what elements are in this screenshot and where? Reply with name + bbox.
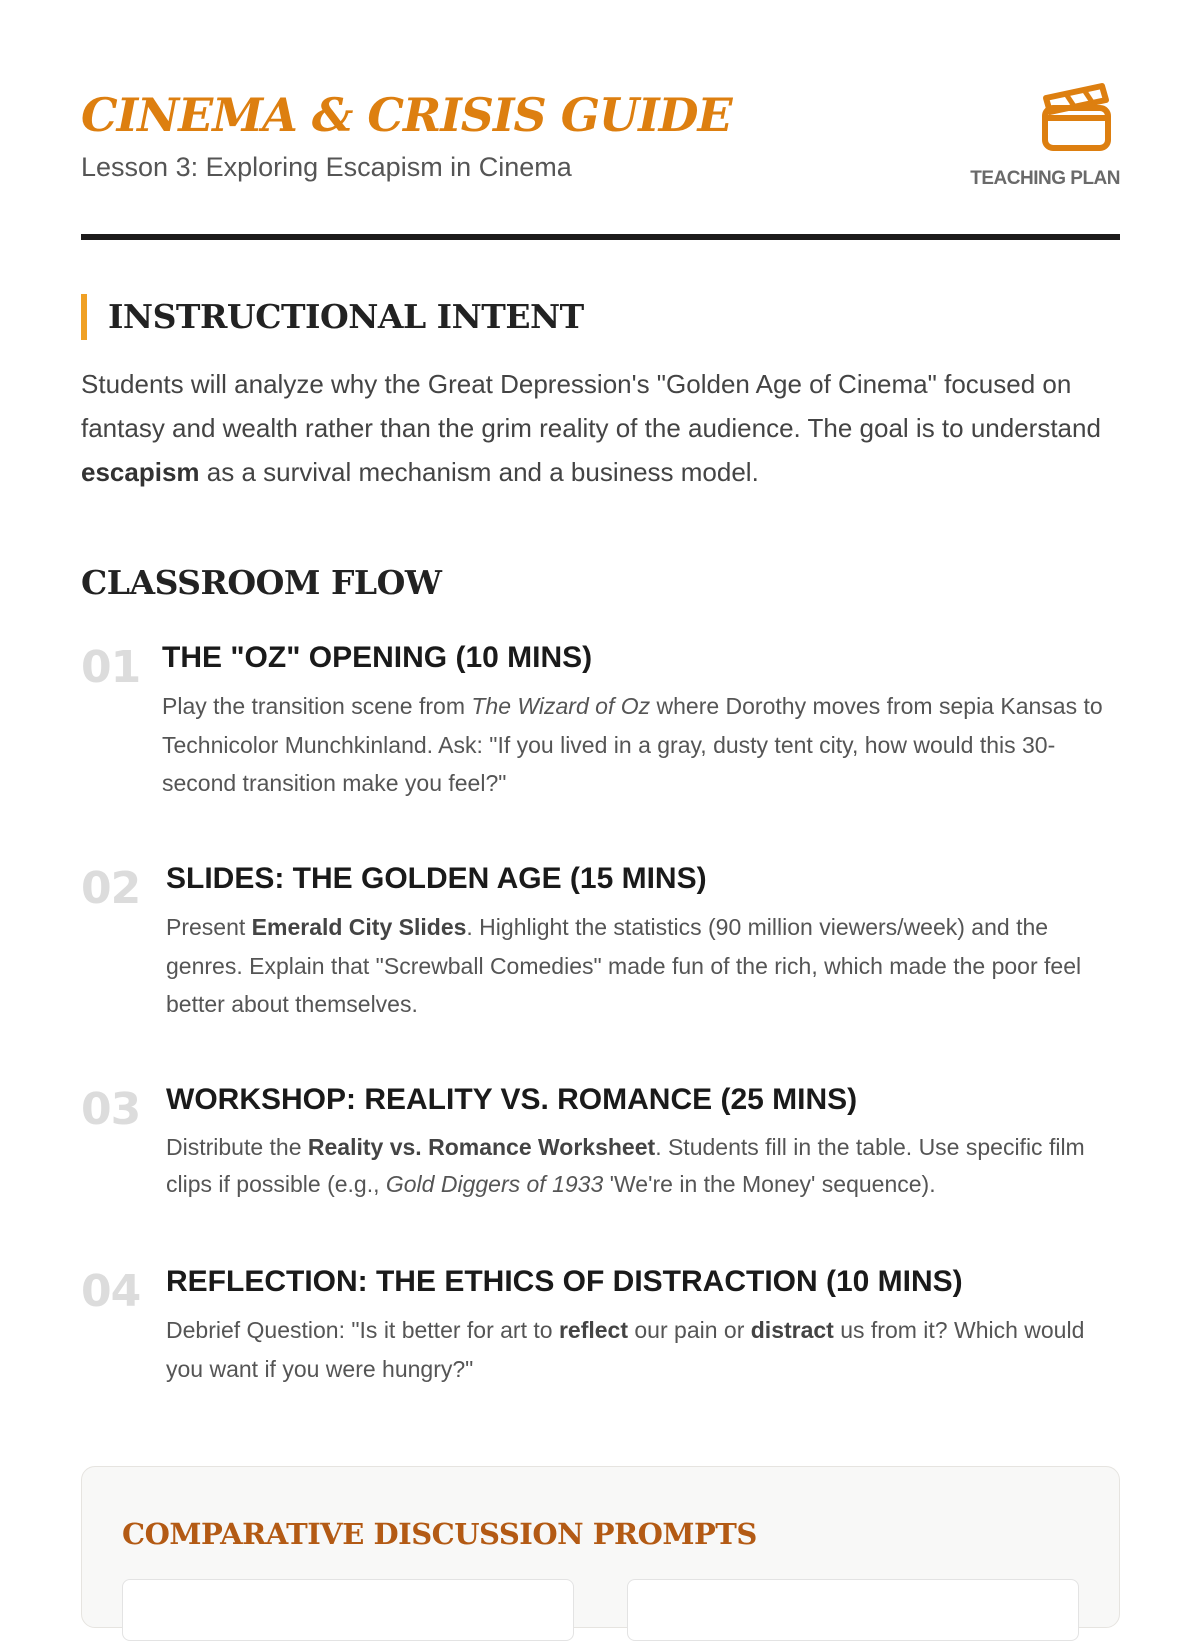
- step-description: [162, 687, 1120, 803]
- lesson-subtitle: Lesson 3: Exploring Escapism in Cinema: [81, 152, 572, 182]
- intent-title: INSTRUCTIONAL INTENT: [108, 297, 584, 336]
- text-segment: Distribute the: [166, 1134, 308, 1160]
- step-number: 03: [81, 1084, 141, 1135]
- clapperboard-icon: [1040, 82, 1114, 154]
- step-body: [166, 861, 1120, 1047]
- intent-heading: [81, 294, 1120, 340]
- text-segment: . Students fill in the table. Use specific film clips if possible (e.g.,: [166, 1134, 1085, 1197]
- lesson-page: [81, 0, 1120, 1551]
- header-divider: [81, 234, 1120, 240]
- flow-step-4: [81, 1264, 1120, 1394]
- text-segment: . Highlight the statistics (90 million viewers/week) and the genres. Explain that "Screwball Comedies" made fun of the rich, which made the poor feel better about themselves.: [166, 914, 1082, 1017]
- text-segment: 'We're in the Money' sequence).: [603, 1171, 936, 1197]
- step-heading: REFLECTION: THE ETHICS OF DISTRACTION (10 MINS): [166, 1265, 963, 1298]
- emphasis-bold: distract: [750, 1317, 834, 1343]
- intent-keyword: escapism: [81, 457, 200, 487]
- teaching-plan-badge: [940, 82, 1120, 192]
- step-description: [166, 908, 1120, 1024]
- prompt-card: [627, 1579, 1079, 1641]
- step-body: [166, 1082, 1120, 1226]
- step-description: [166, 1311, 1120, 1388]
- text-segment: where Dorothy moves from sepia Kansas to Technicolor Munchkinland. Ask: "If you lived in a gray, dusty tent city, how would this 30-second transition make you feel?": [162, 693, 1103, 796]
- emphasis-bold: Reality vs. Romance Worksheet: [307, 1134, 656, 1160]
- instructional-intent-section: [81, 294, 1120, 520]
- text-segment: Debrief Question: "Is it better for art to: [166, 1317, 559, 1343]
- intent-text-part: Students will analyze why the Great Depression's "Golden Age of Cinema" focused on fantasy and wealth rather than the grim reality of the audience. The goal is to understand: [81, 369, 1101, 443]
- step-number: 04: [81, 1266, 141, 1317]
- step-body: [162, 640, 1120, 826]
- step-heading: WORKSHOP: REALITY VS. ROMANCE (25 MINS): [166, 1083, 858, 1116]
- step-number: 01: [81, 642, 141, 693]
- text-segment: Present: [166, 914, 252, 940]
- emphasis-bold: reflect: [558, 1317, 628, 1343]
- prompt-card: [122, 1579, 574, 1641]
- step-body: [166, 1264, 1120, 1411]
- flow-step-3: [81, 1082, 1120, 1212]
- discussion-prompts-panel: [81, 1466, 1120, 1628]
- intent-text: [81, 362, 1120, 494]
- page-header: [81, 0, 1120, 242]
- flow-step-2: [81, 861, 1120, 1031]
- emphasis-bold: Emerald City Slides: [251, 914, 467, 940]
- prompts-title: COMPARATIVE DISCUSSION PROMPTS: [122, 1517, 757, 1551]
- classroom-flow-title: CLASSROOM FLOW: [81, 563, 442, 602]
- text-segment: our pain or: [628, 1317, 751, 1343]
- flow-step-1: [81, 640, 1120, 810]
- step-heading: SLIDES: THE GOLDEN AGE (15 MINS): [166, 862, 707, 895]
- text-segment: us from it? Which would you want if you were hungry?": [166, 1317, 1085, 1382]
- guide-title: CINEMA & CRISIS GUIDE: [81, 88, 732, 142]
- title-italic: Gold Diggers of 1933: [385, 1171, 604, 1197]
- title-italic: The Wizard of Oz: [471, 693, 651, 719]
- step-number: 02: [81, 863, 141, 914]
- intent-text-part: as a survival mechanism and a business model.: [199, 457, 759, 487]
- teaching-plan-label: TEACHING PLAN: [970, 168, 1120, 189]
- step-heading: THE "OZ" OPENING (10 MINS): [162, 641, 593, 674]
- step-description: [166, 1129, 1120, 1203]
- text-segment: Play the transition scene from: [162, 693, 472, 719]
